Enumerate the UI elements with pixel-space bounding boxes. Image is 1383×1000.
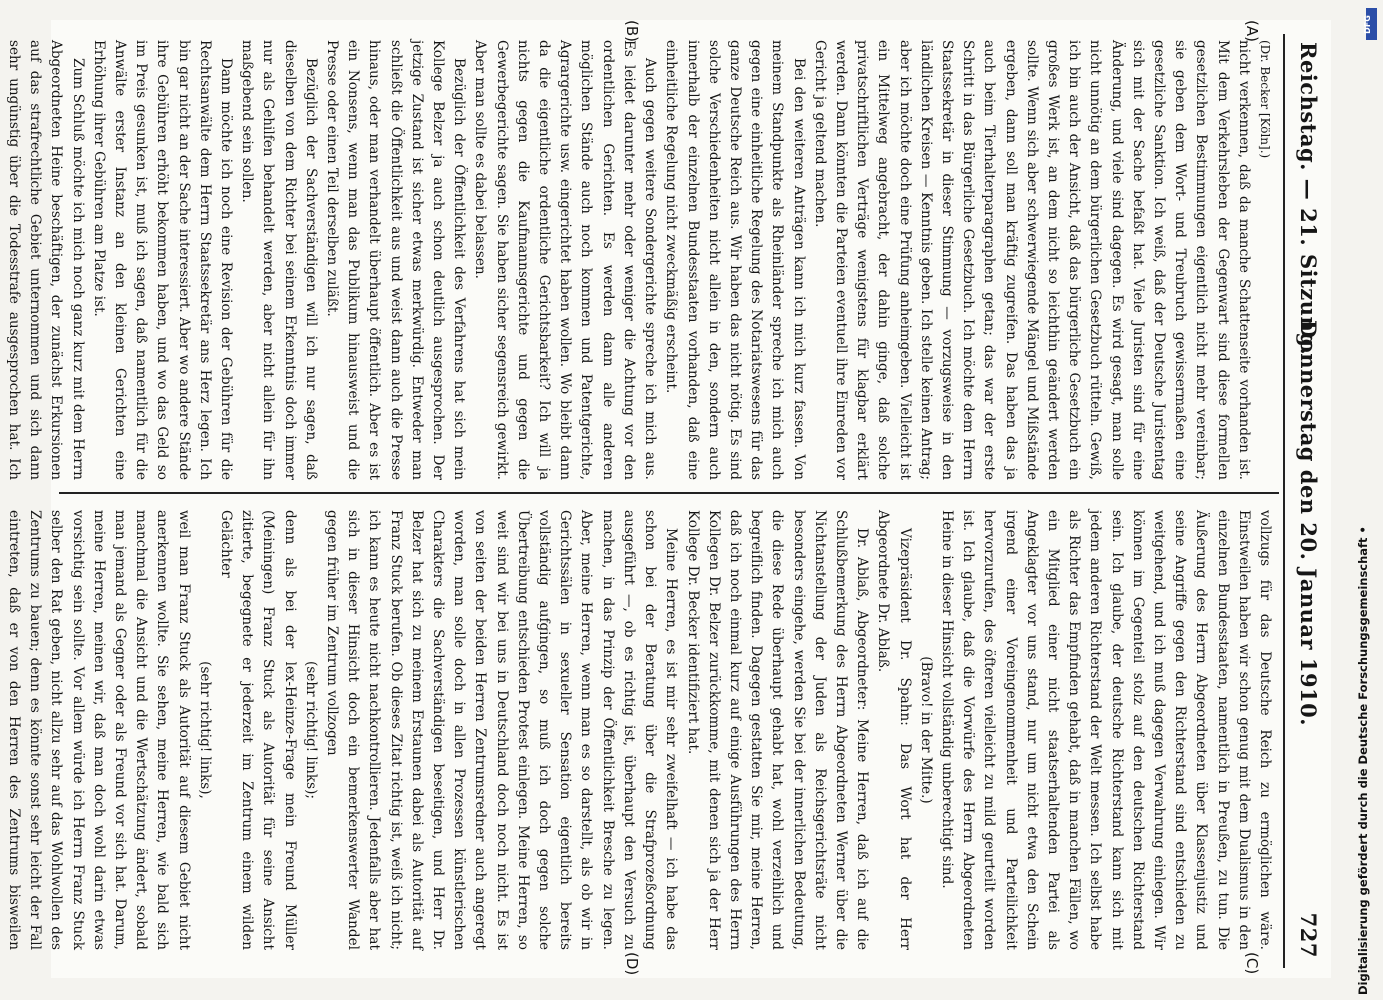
paragraph: Dann möchte ich noch eine Revision der Gebühren für die Rechtsanwälte dem Herrn Staatssekretär ans Herz legen. Ich bin gar nicht an der Sache interessiert. Aber wo andere Stände ihre Gebühren erhöht bekommen haben, und wo das Geld so im Preis gesunken ist, muß ich sagen, daß namentlich für die Anwälte erster Instanz an den kleinen Gerichten eine Erhöhung ihrer Gebühren am Platze ist. [90,40,235,480]
interjection: (sehr richtig! links); [302,661,319,799]
digitization-credit: Digitalisierung gefördert durch die Deutsche Forschungsgemeinschaft • [1356,526,1370,995]
paragraph: Vizepräsident Dr. Spahn: Das Wort hat der Herr Abgeordnete Dr. Ablaß. [875,510,913,950]
left-column [6,40,1275,480]
header-rule [1283,34,1285,968]
paragraph: Bezüglich der Öffentlichkeit des Verfahrens hat sich mein Kollege Belzer ja auch schon deutlich ausgesprochen. Der jetzige Zustand ist sicher etwas merkwürdig. Entweder man schließt die Öffentlichkeit aus und weist dann auch die Presse hinaus, oder man verhandelt überhaupt öffentlich. Aber es ist ein Nonsens, wenn man das Publikum hinausweist und die Presse oder einen Teil derselben zuläßt. [324,40,468,480]
margin-marker-b: (B) [623,20,641,42]
header-date: Donnerstag den 20. Januar 1910. [1296,320,1321,727]
interjection: (Bravo! in der Mitte.) [917,656,934,804]
paragraph: Auch gegen weitere Sondergerichte spreche ich mich aus. Es leidet darunter mehr oder weniger die Achtung vor den ordentlichen Gerichten. Es werden dann alle anderen möglichen Stände auch noch kommen und Patentgerichte, Agrargerichte usw. eingerichtet haben wollen. Wo bleibt dann da die eigentliche ordentliche Gerichtsbarkeit? Ich will ja nichts gegen die Kaufmannsgerichte und gegen die Gewerbegerichte sagen. Sie haben sicher segensreich gewirkt. Aber man sollte es dabei belassen. [472,40,659,480]
interjection: (sehr richtig! links), [196,661,213,799]
header-title: Reichstag. — 21. Sitzung. [1296,42,1321,356]
paragraph: Zum Schluß möchte ich mich noch ganz kurz mit dem Herrn Abgeordneten Heine beschäftigen, der zunächst Erkursionen auf das strafrechtliche Gebiet unternommen und sich dann sehr ungünstig über die Todesstrafe ausgesprochen hat. Ich [6,40,86,480]
paragraph: Dr. Ablaß, Abgeordneter: Meine Herren, daß ich auf die Schlußbemerkung des Herrn Abgeordneten Werner über die Nichtanstellung der Juden als Reichsgerichtsräte nicht besonders eingehe, werden Sie bei der innerlichen Bedeutung, die diese Rede überhaupt gehabt hat, wohl verzeihlich und begreiflich finden. Dagegen gestatten Sie mir, meine Herren, daß ich noch einmal kurz auf einige Ausführungen des Herrn Kollegen Dr. Belzer zurückkomme, mit denen sich ja der Herr Kollege Dr. Becker identifiziert hat. [684,510,871,950]
margin-marker-c: (C) [1243,952,1261,975]
paragraph: Meine Herren, es ist mir sehr zweifelhaft — ich habe das schon bei der Beratung über die Strafprozeßordnung ausgeführt —, ob es richtig ist, überhaupt den Versuch zu machen, in das Prinzip der Öffentlichkeit Bresche zu legen. Aber, meine Herren, wenn man es so darstellt, als ob wir in Gerichtssälen in sexueller Sensation eigentlich bereits vollständig aufgingen, so muß ich doch gegen solche Übertreibung entschieden Protest einlegen. Meine Herren, so weit sind wir bei uns in Deutschland doch noch nicht. Es ist von seiten der beiden Herren Zentrumsredner auch angeregt worden, man solle doch in allen Prozessen künstlerischen Charakters die Sachverständigen beseitigen, und Herr Dr. Belzer hat sich zu meinem Erstaunen dabei als Autorität auf Franz Stuck berufen. Ob dieses Zitat richtig ist, weiß ich nicht; ich kann es heute nicht nachkontrollieren. Jedenfalls aber hat sich in dieser Hinsicht doch ein bemerkenswerter Wandel gegen früher im Zentrum vollzogen [324,510,680,950]
page-header [1285,20,1325,978]
page-number: 727 [1296,912,1321,958]
margin-marker-a: (A) [1243,20,1261,42]
speaker-running-head: (Dr. Becker [Köln].) [1258,40,1272,159]
column-divider [59,492,1279,494]
paragraph: nicht verkennen, daß da manche Schattenseite vorhanden ist. Mit dem Verkehrsleben der Gegenwart sind diese formellen gesetzlichen Bestimmungen eigentlich nicht mehr vereinbar; sie geben dem Wort- und Treubruch gewissermaßen eine gesetzliche Sanktion. Ich weiß, daß der Deutsche Juristentag sich mit der Sache befaßt hat. Viele Juristen sind für eine Änderung, und viele sind dagegen. Es wird gesagt, man solle nicht unnötig an dem bürgerlichen Gesetzbuch rütteln. Gewiß, ich bin auch der Ansicht, daß das bürgerliche Gesetzbuch ein großes Werk ist, an dem nicht so leichthin geändert werden sollte. Wenn sich aber schwerwiegende Mängel und Mißstände ergeben, dann soll man kräftig zugreifen. Das haben das ja auch beim Tierhalterparagraphen getan; das war der erste Schritt in das Bürgerliche Gesetzbuch. Ich möchte dem Herrn Staatssekretär in dieser Stimmung — vorzugsweise in den ländlichen Kreisen — Kenntnis geben. Ich stelle keinen Antrag; aber ich möchte doch eine Prüfung anheimgeben. Vielleicht ist ein Mittelweg angebracht, der dahin ginge, daß solche privatschriftlichen Verträge wenigstens für klagbar erklärt werden. Dann könnten die Parteien eventuell ihre Einreden vor Gericht ja geltend machen. [811,40,1252,480]
margin-marker-d: (D) [623,952,641,976]
paragraph: Bezüglich der Sachverständigen will ich nur sagen, daß dieselben von dem Richter bei seinem Erkenntnis doch immer nur als Gehilfen behandelt werden, aber nicht allein für ihn maßgebend sein sollen. [239,40,319,480]
paragraph: vollzugs für das Deutsche Reich zu ermöglichen wäre. Einstweilen haben wir schon genug mit dem Dualismus in den einzelnen Bundesstaaten, namentlich in Preußen, zu tun. Die Äußerung des Herrn Abgeordneten über Klassenjustiz und seine Angriffe gegen den Richterstand sind entschieden zu weitgehend, und ich muß dagegen Verwahrung einlegen. Wir können im Gegenteil stolz auf den deutschen Richterstand sein. Ich glaube, der deutsche Richterstand kann sich mit jedem anderen Richterstand der Welt messen. Ich selbst habe als Richter das Empfinden gehabt, daß in manchen Fällen, wo ein Mitglied einer nicht staatserhaltenden Partei als Angeklagter vor uns stand, nur um nicht etwa den Schein irgend einer Voreingenommenheit und Parteilichkeit hervorzurufen, des öfteren vielleicht zu mild geurteilt worden ist. Ich glaube, daß die Vorwürfe des Herrn Abgeordneten Heine in dieser Hinsicht vollständig unberechtigt sind. [938,510,1273,950]
paragraph: denn als bei der lex-Heinze-Frage mein Freund Müller (Meiningen) Franz Stuck als Autorität für seine Ansicht zitierte, begegnete er jederzeit im Zentrum einem wilden Gelächter [218,510,298,950]
dfg-logo-text: DFG [1362,15,1372,34]
document-page [6,20,1331,978]
dfg-logo [1362,8,1377,40]
paragraph: weil man Franz Stuck als Autorität auf diesem Gebiet nicht anerkennen wollte. Sie sehen, meine Herren, wie bald sich manchmal die Ansicht und die Wertschätzung ändert, sobald man jemand als Gegner oder als Freund vor sich hat. Darum, meine Herren, meinen wir, daß man doch wohl darin etwas vorsichtig sein sollte. Vor allem würde ich Herrn Franz Stuck selber den Rat geben, nicht allzu sehr auf das Wohlwollen des Zentrums zu bauen; denn es könnte sonst sehr leicht der Fall eintreten, daß er von den Herren des Zentrums bisweilen [6,510,192,950]
paragraph: Bei den weiteren Anträgen kann ich mich kurz fassen. Von meinem Standpunkte als Rheinländer spreche ich mich auch gegen eine einheitliche Regelung des Notariatswesens für das ganze Deutsche Reich aus. Wir haben das nicht nötig. Es sind solche Verschiedenheiten nicht allein in den, sondern auch innerhalb der einzelnen Bundesstaaten vorhanden, daß eine einheitliche Regelung nicht zweckmäßig erscheint. [663,40,807,480]
right-column [6,510,1275,950]
